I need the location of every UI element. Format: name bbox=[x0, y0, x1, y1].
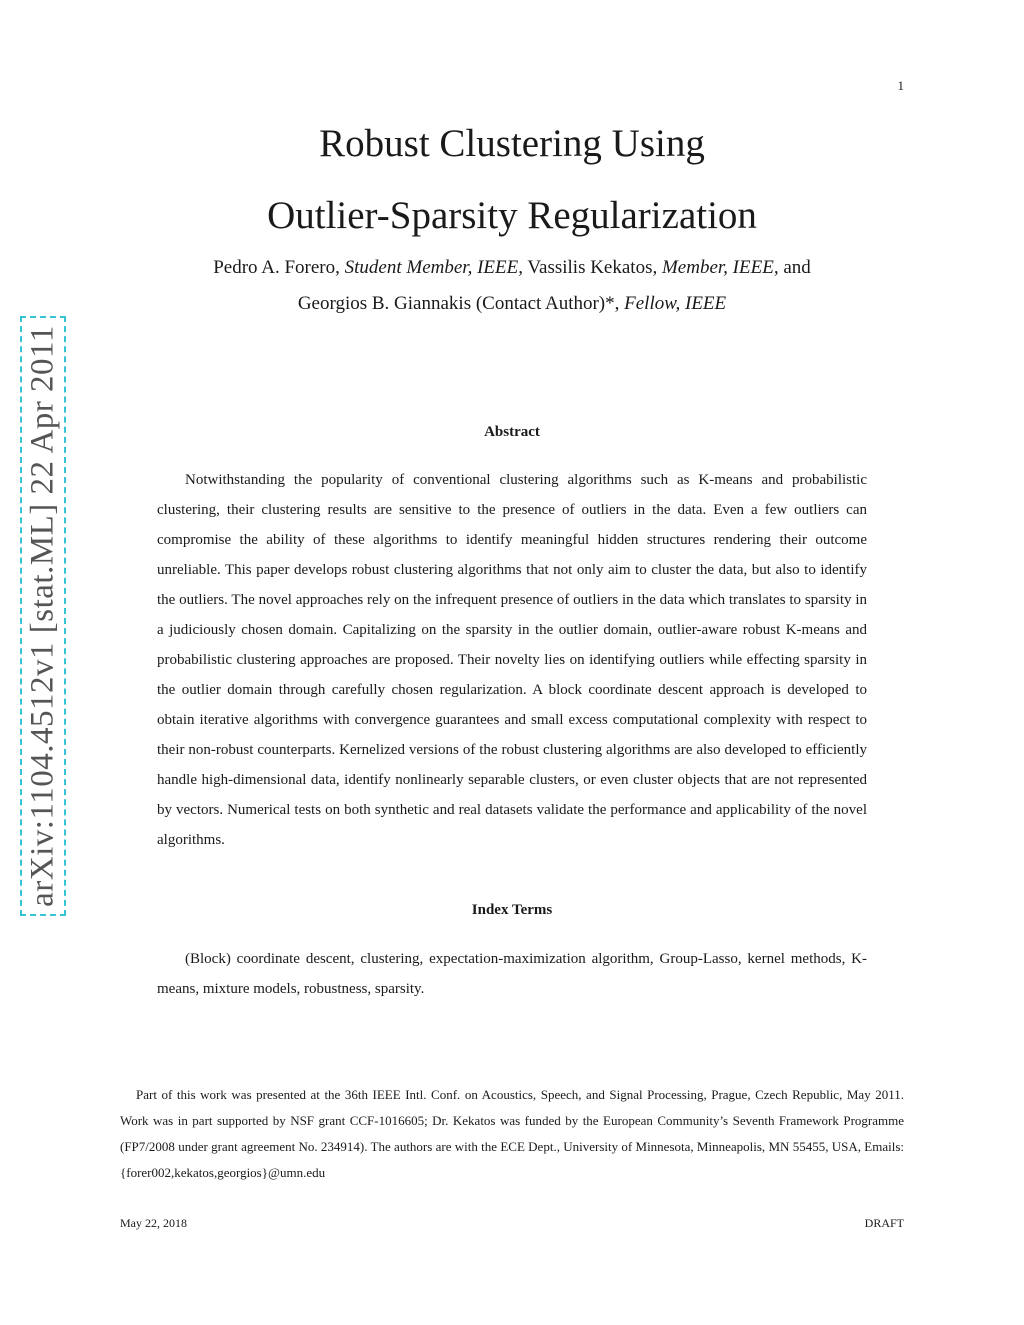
author-3-role: Fellow, IEEE bbox=[624, 293, 727, 314]
author-2-name: Vassilis Kekatos, bbox=[522, 257, 662, 278]
footer-date: May 22, 2018 bbox=[120, 1216, 187, 1230]
footer-draft-label: DRAFT bbox=[864, 1216, 904, 1230]
footnote: Part of this work was presented at the 36th IEEE Intl. Conf. on Acoustics, Speech, and Signal Processing, Prague, Czech Republic, May 2011. Work was in part supported by NSF grant CCF-1016605; Dr. Kekatos was funded by the European Community’s Seventh Framework Programme (FP7/2008 under grant agreement No. 234914). The authors are with the ECE Dept., University of Minnesota, Minneapolis, MN 55455, USA, Emails:{forer002,kekatos,georgios}@umn.edu bbox=[120, 1087, 904, 1180]
abstract-heading: Abstract bbox=[484, 424, 540, 440]
author-line-1 bbox=[112, 250, 912, 286]
author-list bbox=[112, 250, 912, 322]
index-terms-body: (Block) coordinate descent, clustering, expectation-maximization algorithm, Group-Lasso, kernel methods, K-means, mixture models, robustness, sparsity. bbox=[157, 951, 867, 997]
title-line-1: Robust Clustering Using bbox=[319, 122, 705, 165]
arxiv-identifier: arXiv:1104.4512v1 [stat.ML] 22 Apr 2011 bbox=[24, 325, 61, 907]
title-line-2: Outlier-Sparsity Regularization bbox=[267, 194, 757, 237]
page-number: 1 bbox=[897, 78, 904, 93]
author-3-name: Georgios B. Giannakis (Contact Author)*, bbox=[297, 293, 625, 314]
author-line-2 bbox=[112, 286, 912, 322]
author-conjunction: and bbox=[778, 257, 811, 278]
author-1-role: Student Member, IEEE, bbox=[344, 257, 523, 278]
abstract-body: Notwithstanding the popularity of conventional clustering algorithms such as K-means and probabilistic clustering, their clustering results are sensitive to the presence of outliers in the data. Even a few outliers can compromise the ability of these algorithms to identify meaningful hidden structures rendering their outcome unreliable. This paper develops robust clustering algorithms that not only aim to cluster the data, but also to identify the outliers. The novel approaches rely on the infrequent presence of outliers in the data which translates to sparsity in a judiciously chosen domain. Capitalizing on the sparsity in the outlier domain, outlier-aware robust K-means and probabilistic clustering approaches are proposed. Their novelty lies on identifying outliers while effecting sparsity in the outlier domain through carefully chosen regularization. A block coordinate descent approach is developed to obtain iterative algorithms with convergence guarantees and small excess computational complexity with respect to their non-robust counterparts. Kernelized versions of the robust clustering algorithms are also developed to efficiently handle high-dimensional data, identify nonlinearly separable clusters, or even cluster objects that are not represented by vectors. Numerical tests on both synthetic and real datasets validate the performance and applicability of the novel algorithms. bbox=[157, 472, 867, 848]
author-1-name: Pedro A. Forero, bbox=[213, 257, 345, 278]
arxiv-stamp bbox=[20, 316, 66, 916]
paper-title bbox=[112, 108, 912, 252]
author-2-role: Member, IEEE, bbox=[661, 257, 779, 278]
index-terms-heading: Index Terms bbox=[471, 902, 553, 918]
